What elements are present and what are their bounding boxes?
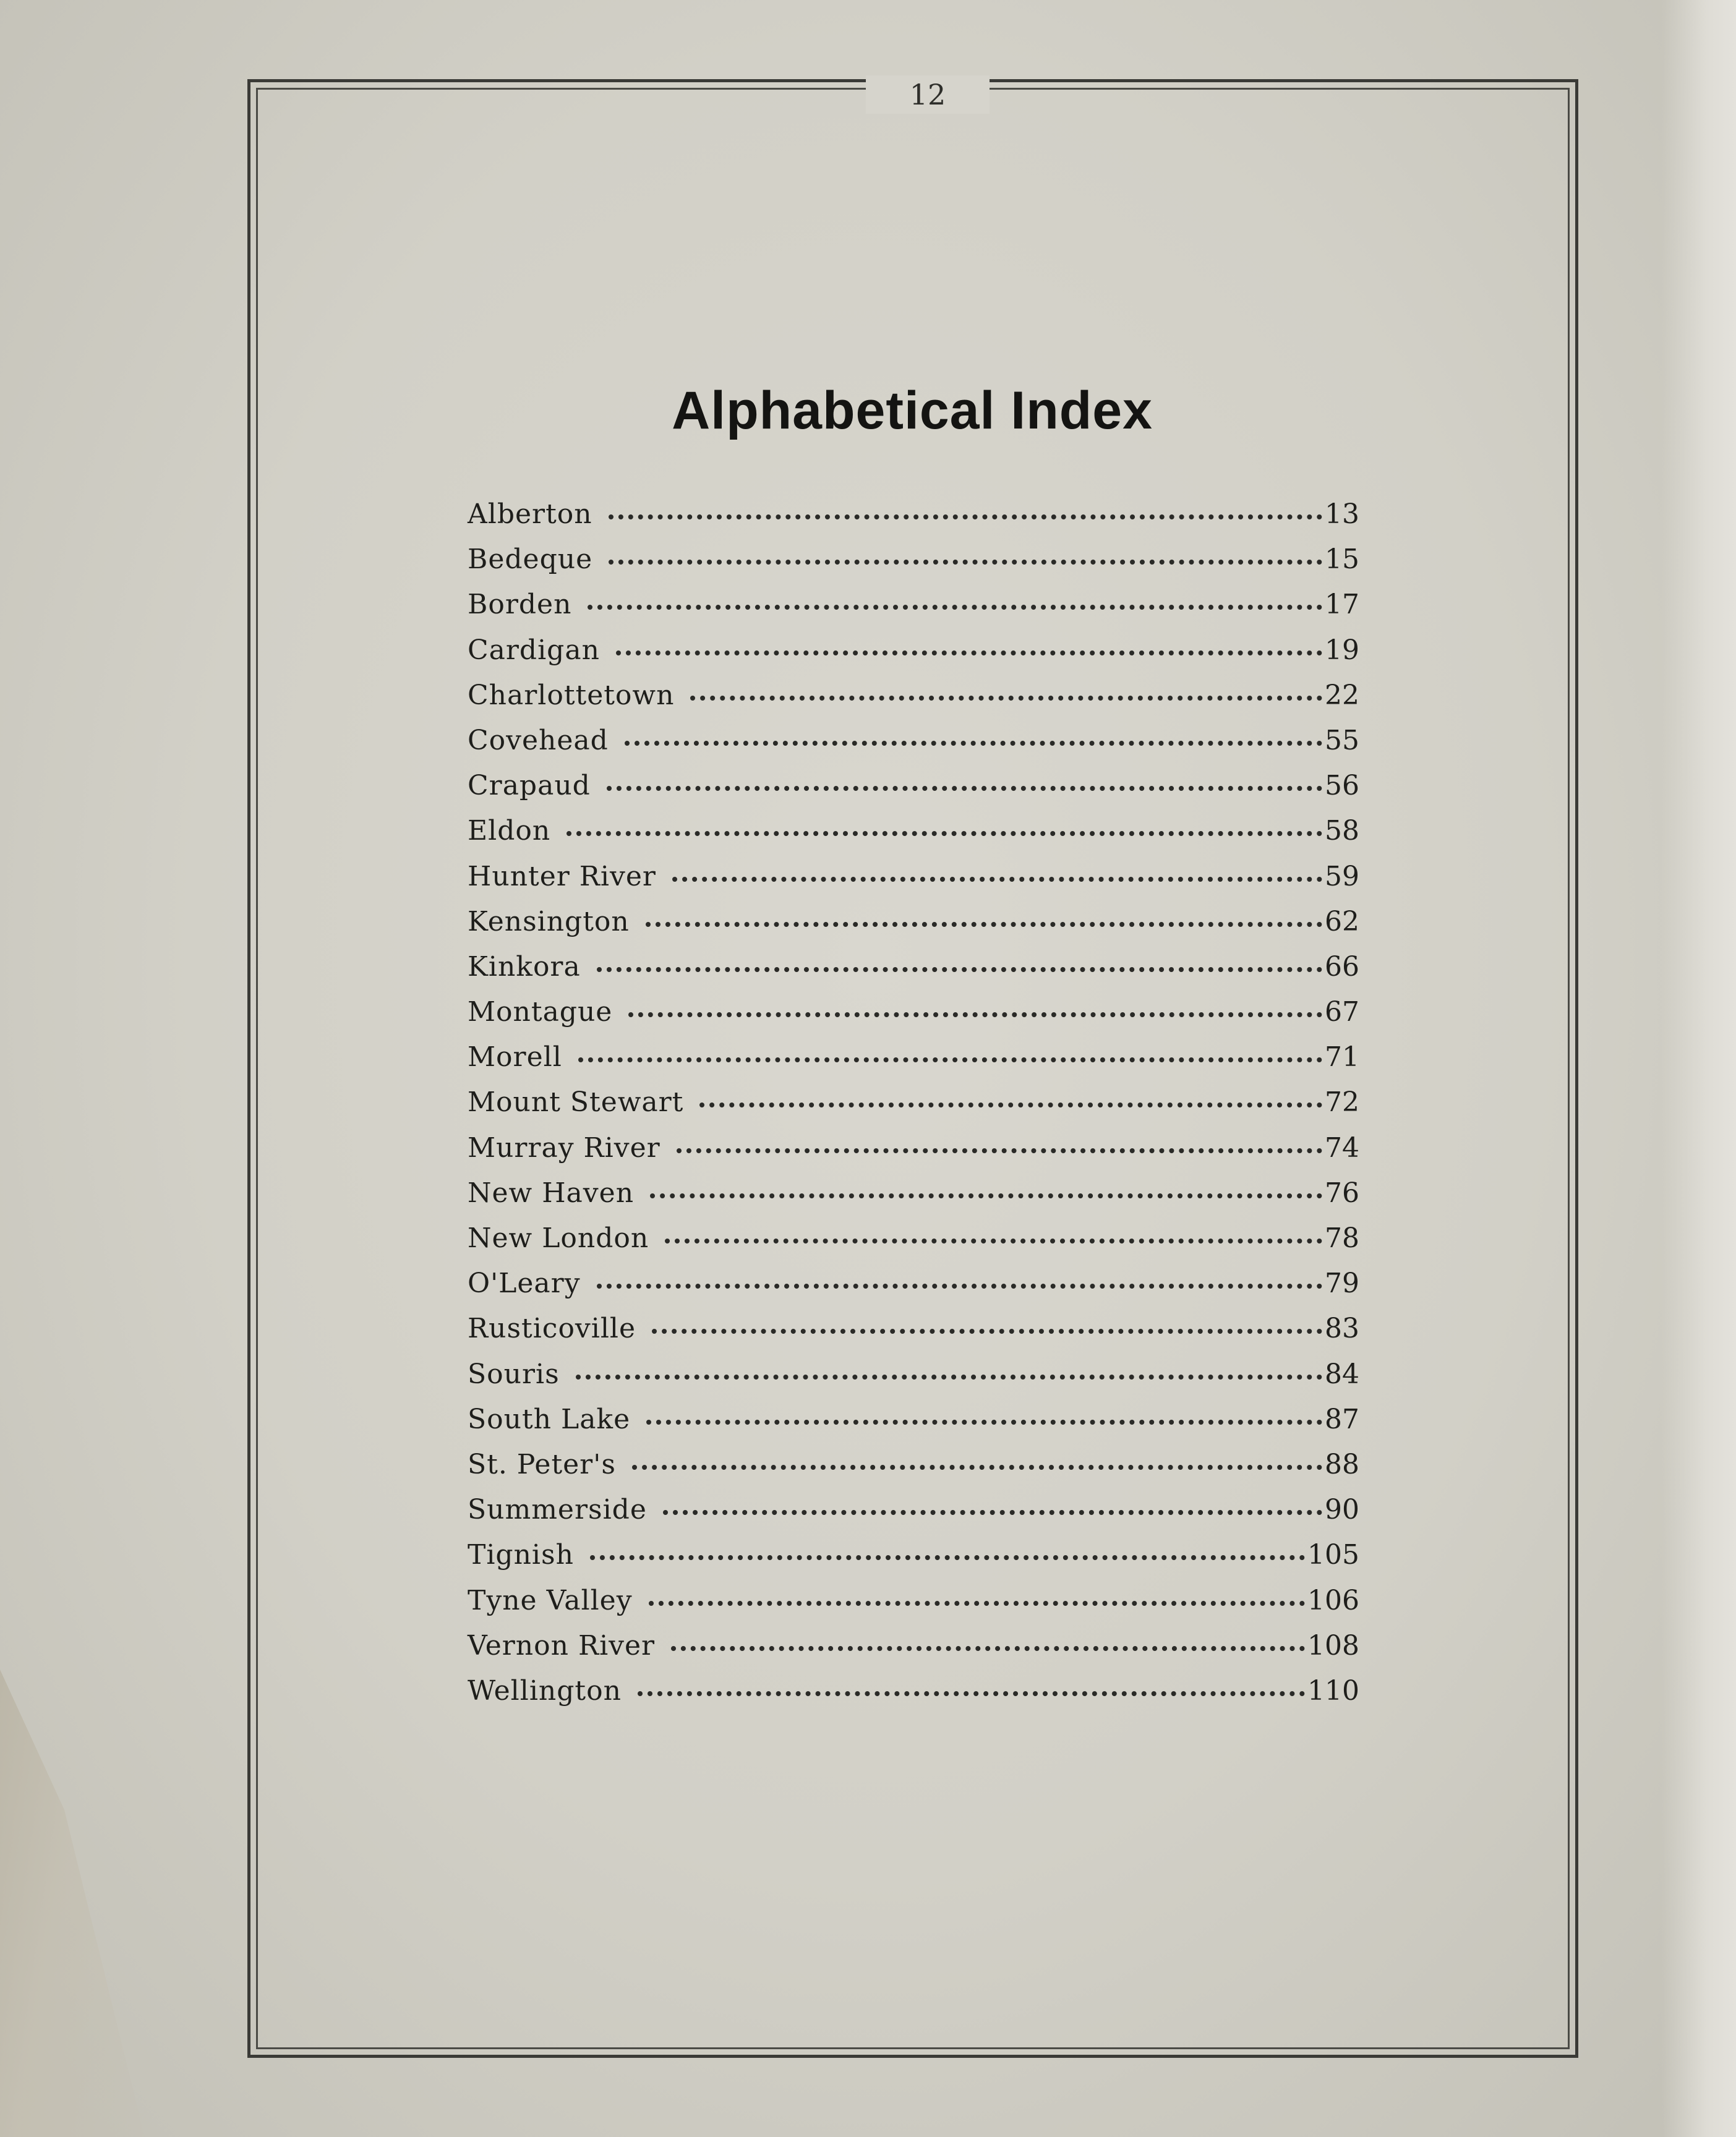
dot-leader	[576, 1375, 1322, 1380]
dot-leader	[699, 1103, 1322, 1107]
entry-name: Morell	[468, 1041, 562, 1073]
dot-leader	[632, 1465, 1322, 1470]
dot-leader	[646, 922, 1322, 927]
dot-leader	[616, 650, 1322, 655]
dot-leader	[649, 1601, 1305, 1606]
entry-name: Tignish	[468, 1539, 574, 1571]
index-entry	[468, 1086, 1359, 1132]
entry-name: Bedeque	[468, 544, 593, 576]
index-entry	[468, 1630, 1359, 1675]
index-entry	[468, 725, 1359, 770]
entry-name: Charlottetown	[468, 679, 675, 711]
entry-page-number: 72	[1325, 1086, 1359, 1119]
entry-name: New Haven	[468, 1177, 635, 1209]
entry-page-number: 59	[1325, 860, 1359, 892]
entry-page-number: 78	[1325, 1222, 1359, 1254]
index-entry	[468, 951, 1359, 996]
dot-leader	[588, 605, 1322, 610]
index-entry	[468, 680, 1359, 725]
entry-page-number: 88	[1325, 1448, 1359, 1480]
entry-name: Kinkora	[468, 950, 581, 983]
index-entry	[468, 996, 1359, 1041]
index-entry	[468, 1222, 1359, 1268]
entry-page-number: 110	[1307, 1674, 1359, 1707]
page-number: 12	[866, 75, 990, 114]
entry-page-number: 71	[1325, 1041, 1359, 1073]
entry-page-number: 13	[1325, 498, 1359, 530]
dot-leader	[628, 1012, 1322, 1017]
entry-name: Borden	[468, 589, 572, 621]
entry-name: Cardigan	[468, 634, 600, 666]
index-entry	[468, 1313, 1359, 1358]
dot-leader	[665, 1239, 1322, 1243]
dot-leader	[663, 1510, 1322, 1515]
entry-name: Montague	[468, 996, 613, 1028]
dot-leader	[652, 1329, 1322, 1334]
entry-name: Alberton	[468, 498, 592, 530]
entry-page-number: 87	[1325, 1403, 1359, 1435]
index-entry	[468, 906, 1359, 951]
index-entry	[468, 815, 1359, 860]
entry-name: Crapaud	[468, 770, 591, 802]
paper-edge-shading	[1662, 0, 1736, 2137]
entry-page-number: 55	[1325, 724, 1359, 756]
entry-page-number: 76	[1325, 1177, 1359, 1209]
dot-leader	[609, 560, 1322, 565]
page-title: Alphabetical Index	[672, 381, 1153, 440]
index-entry	[468, 1494, 1359, 1539]
entry-name: Vernon River	[468, 1629, 656, 1661]
index-entry	[468, 544, 1359, 589]
index-entry	[468, 1132, 1359, 1177]
index-entry	[468, 1359, 1359, 1404]
entry-name: Mount Stewart	[468, 1086, 684, 1119]
entry-page-number: 15	[1325, 544, 1359, 576]
dot-leader	[625, 741, 1322, 746]
dot-leader	[578, 1057, 1322, 1062]
entry-page-number: 105	[1307, 1539, 1359, 1571]
dot-leader	[646, 1420, 1322, 1425]
entry-name: New London	[468, 1222, 649, 1254]
entry-page-number: 17	[1325, 589, 1359, 621]
dot-leader	[597, 1284, 1322, 1289]
entry-name: Eldon	[468, 815, 551, 847]
entry-name: Murray River	[468, 1132, 661, 1164]
entry-name: St. Peter's	[468, 1448, 616, 1480]
entry-page-number: 19	[1325, 634, 1359, 666]
index-entry	[468, 1449, 1359, 1494]
dot-leader	[672, 877, 1322, 882]
entry-page-number: 74	[1325, 1132, 1359, 1164]
index-entry	[468, 1177, 1359, 1222]
entry-page-number: 58	[1325, 815, 1359, 847]
index-entry	[468, 770, 1359, 815]
index-list	[468, 498, 1359, 1720]
entry-name: Wellington	[468, 1674, 622, 1707]
dot-leader	[650, 1193, 1322, 1198]
entry-page-number: 62	[1325, 905, 1359, 937]
entry-page-number: 79	[1325, 1268, 1359, 1300]
entry-page-number: 83	[1325, 1313, 1359, 1345]
entry-name: South Lake	[468, 1403, 631, 1435]
index-entry	[468, 589, 1359, 634]
entry-page-number: 106	[1307, 1584, 1359, 1616]
dot-leader	[677, 1148, 1322, 1153]
entry-name: Kensington	[468, 905, 630, 937]
dot-leader	[638, 1691, 1305, 1696]
index-entry	[468, 1585, 1359, 1630]
dot-leader	[690, 696, 1322, 701]
entry-name: Summerside	[468, 1494, 647, 1526]
entry-page-number: 56	[1325, 770, 1359, 802]
dot-leader	[590, 1555, 1305, 1560]
index-entry	[468, 1404, 1359, 1449]
entry-page-number: 90	[1325, 1494, 1359, 1526]
dot-leader	[597, 967, 1322, 972]
entry-name: Covehead	[468, 724, 609, 756]
dot-leader	[671, 1646, 1305, 1651]
entry-page-number: 66	[1325, 950, 1359, 983]
entry-page-number: 84	[1325, 1358, 1359, 1390]
entry-page-number: 108	[1307, 1629, 1359, 1661]
index-entry	[468, 861, 1359, 906]
entry-name: Hunter River	[468, 860, 656, 892]
index-entry	[468, 1268, 1359, 1313]
entry-name: O'Leary	[468, 1268, 581, 1300]
index-entry	[468, 498, 1359, 544]
dot-leader	[567, 831, 1322, 836]
entry-name: Souris	[468, 1358, 560, 1390]
entry-name: Tyne Valley	[468, 1584, 633, 1616]
dot-leader	[609, 514, 1322, 519]
dot-leader	[607, 786, 1322, 791]
index-entry	[468, 1675, 1359, 1720]
index-entry	[468, 1041, 1359, 1086]
index-entry	[468, 634, 1359, 680]
entry-page-number: 67	[1325, 996, 1359, 1028]
index-entry	[468, 1539, 1359, 1584]
entry-name: Rusticoville	[468, 1313, 636, 1345]
entry-page-number: 22	[1325, 679, 1359, 711]
